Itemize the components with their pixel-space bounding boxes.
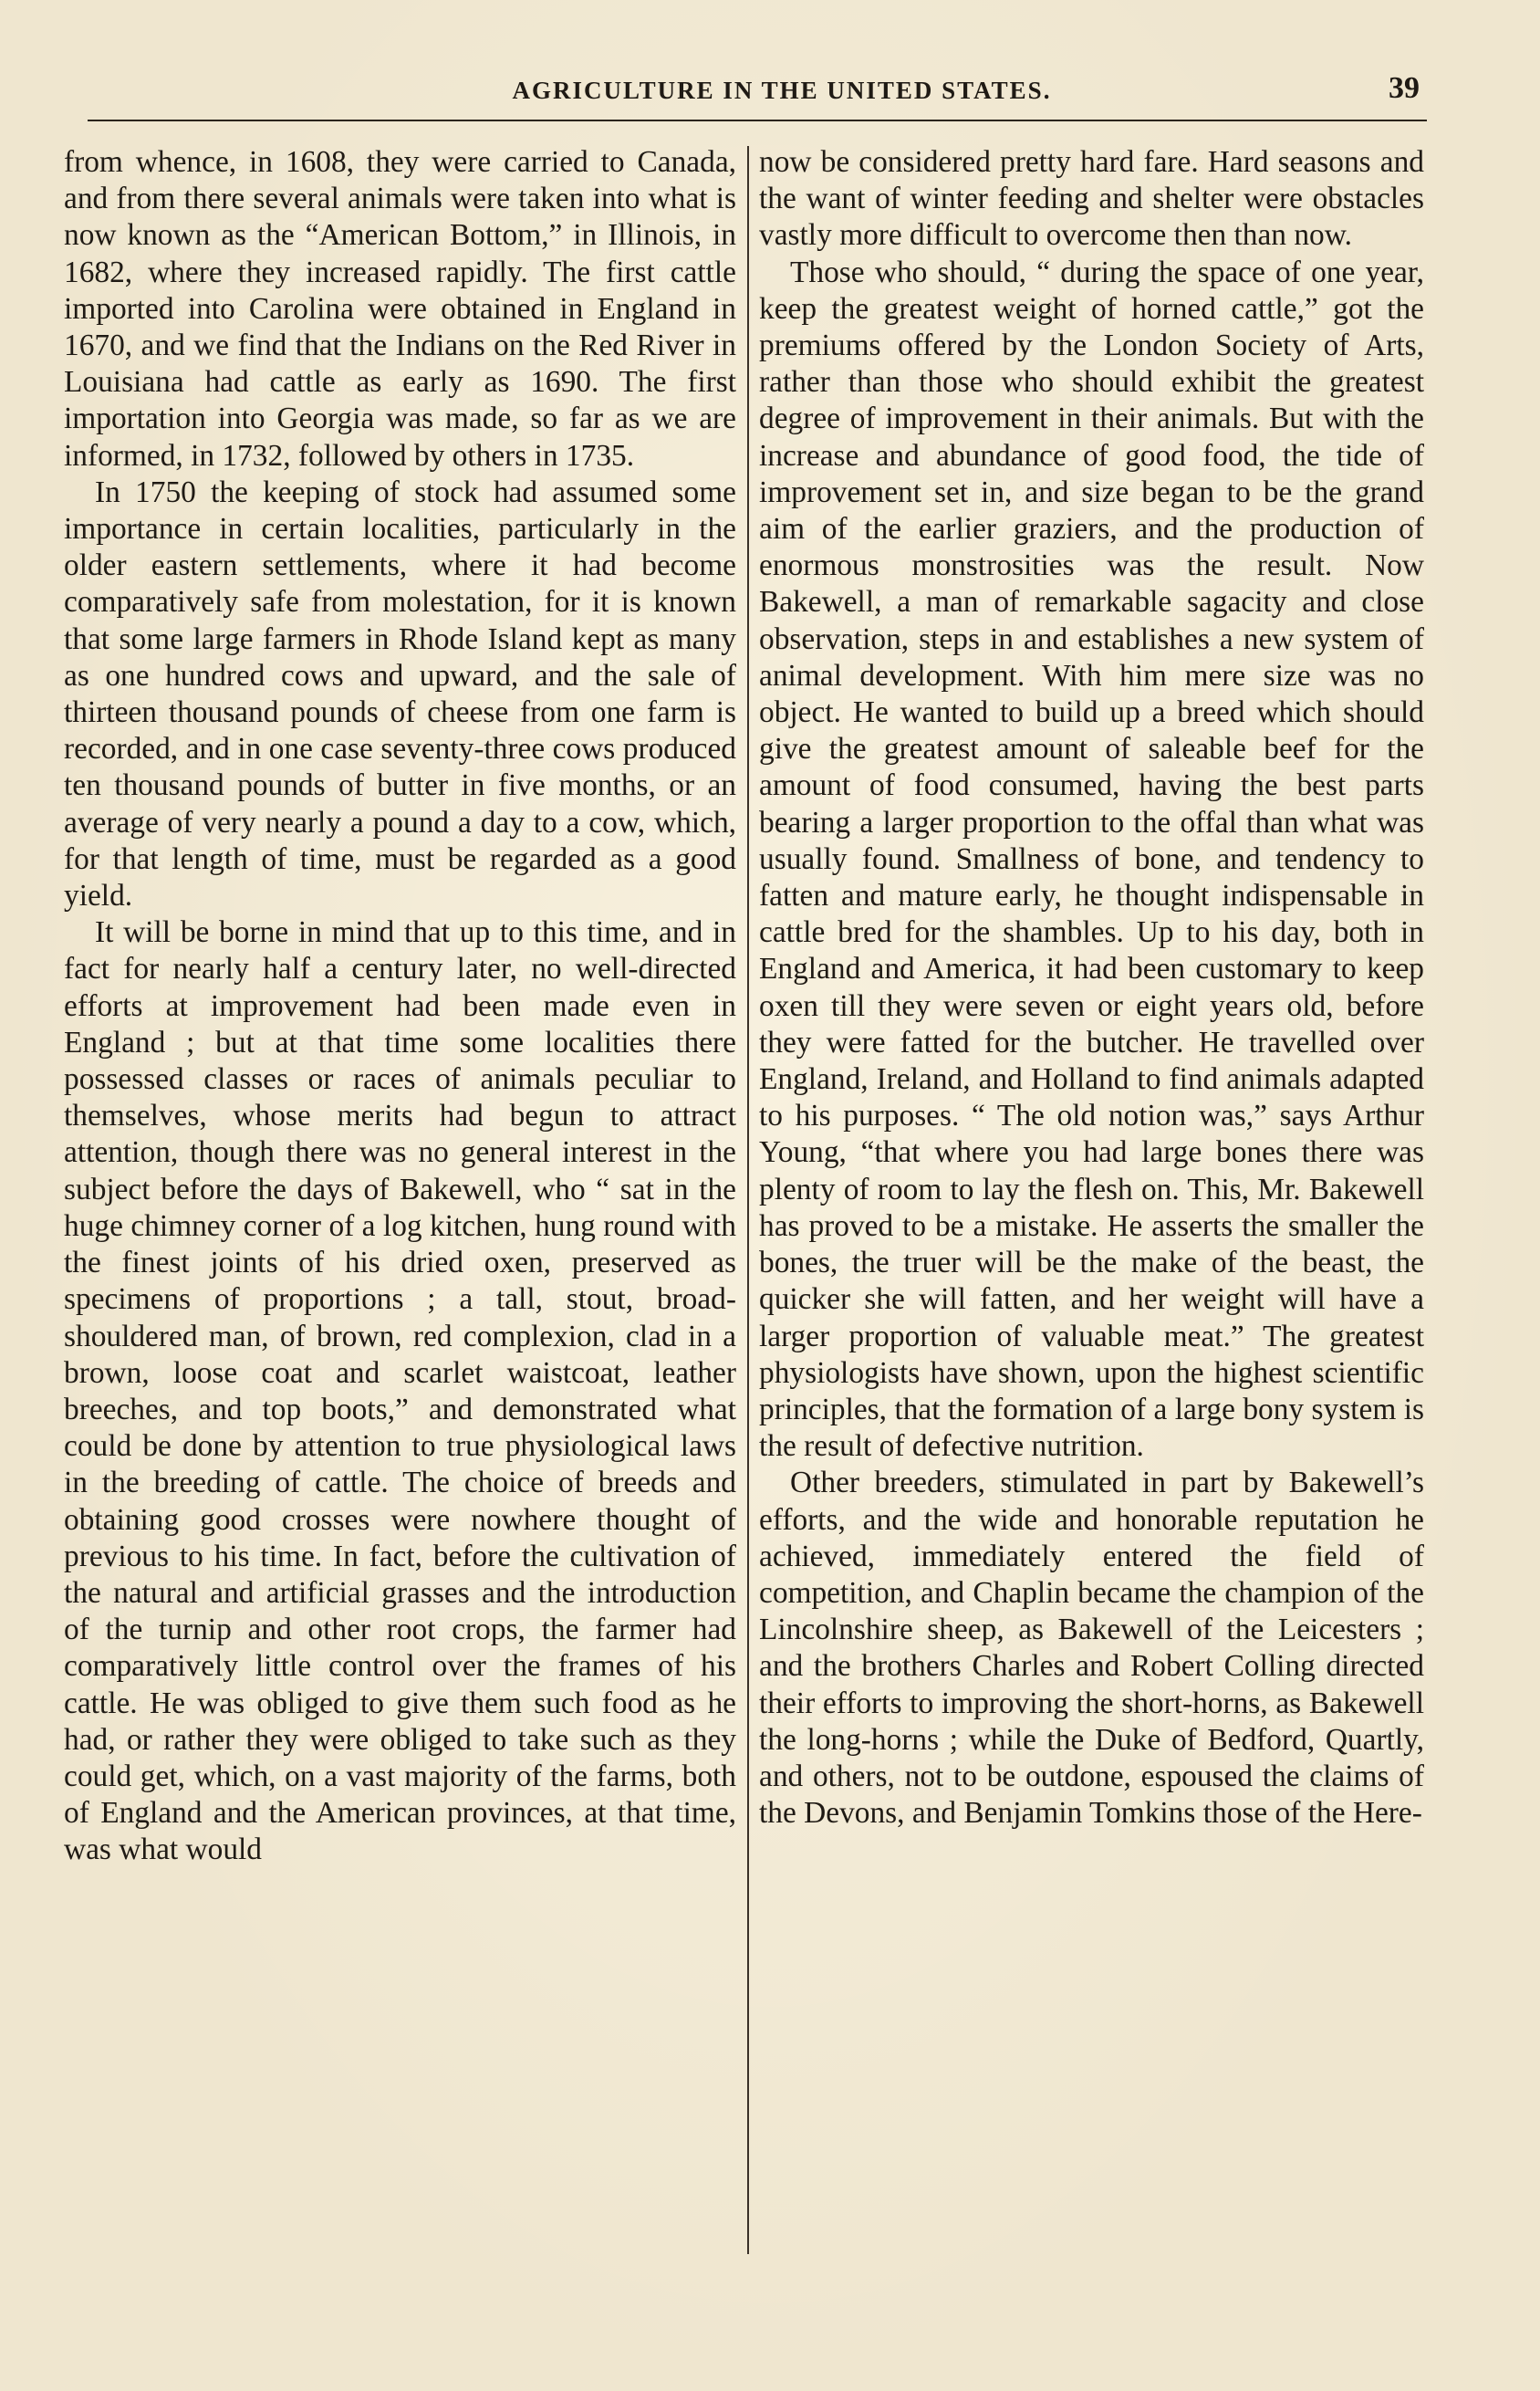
- running-head: [64, 71, 1427, 113]
- paragraph: It will be borne in mind that up to this time, and in fact for nearly half a century later, no well-directed efforts at improvement had been made even in England ; but at that time some localities there possessed classes or races of animals peculiar to themselves, whose merits had begun to attract attention, though there was no general interest in the subject before the days of Bakewell, who “ sat in the huge chimney corner of a log kitchen, hung round with the finest joints of his dried oxen, preserved as specimens of proportions ; a tall, stout, broad-shouldered man, of brown, red complexion, clad in a brown, loose coat and scarlet waistcoat, leather breeches, and top boots,” and demonstrated what could be done by attention to true physiological laws in the breeding of cattle. The choice of breeds and obtaining good crosses were nowhere thought of previous to his time. In fact, before the cultivation of the natural and artificial grasses and the introduction of the turnip and other root crops, the farmer had comparatively little control over the frames of his cattle. He was obliged to give them such food as he had, or rather they were obliged to take such as they could get, which, on a vast majority of the farms, both of England and the American provinces, at that time, was what would: [64, 915, 736, 1867]
- left-column: [64, 144, 736, 1869]
- paragraph: from whence, in 1608, they were carried to Canada, and from there several animals were taken into what is now known as the “American Bottom,” in Illinois, in 1682, where they increased rapidly. The first cattle imported into Carolina were obtained in England in 1670, and we find that the Indians on the Red River in Louisiana had cattle as early as 1690. The first importation into Georgia was made, so far as we are informed, in 1732, followed by others in 1735.: [64, 145, 736, 473]
- column-divider: [747, 146, 749, 2254]
- running-title: AGRICULTURE IN THE UNITED STATES.: [512, 77, 1052, 104]
- paragraph: Those who should, “ during the space of one year, keep the greatest weight of horned cattle,” got the premiums offered by the London Society of Arts, rather than those who should exhibit the greatest degree of improvement in their animals. But with the increase and abundance of good food, the tide of improvement set in, and size began to be the grand aim of the earlier graziers, and the production of enormous monstrosities was the result. Now Bakewell, a man of remarkable sagacity and close observation, steps in and establishes a new system of animal development. With him mere size was no object. He wanted to build up a breed which should give the greatest amount of saleable beef for the amount of food consumed, having the best parts bearing a larger proportion to the offal than what was usually found. Smallness of bone, and tendency to fatten and mature early, he thought indispensable in cattle bred for the shambles. Up to his day, both in England and America, it had been customary to keep oxen till they were seven or eight years old, before they were fatted for the butcher. He travelled over England, Ireland, and Holland to find animals adapted to his purposes. “ The old notion was,” says Arthur Young, “that where you had large bones there was plenty of room to lay the flesh on. This, Mr. Bakewell has proved to be a mistake. He asserts the smaller the bones, the truer will be the make of the beast, the quicker she will fatten, and her weight will have a larger proportion of valuable meat.” The greatest physiologists have shown, upon the highest scientific principles, that the formation of a large bony system is the result of defective nutrition.: [759, 255, 1424, 1464]
- page-number: 39: [1389, 71, 1420, 105]
- header-rule: [88, 120, 1427, 121]
- paragraph: In 1750 the keeping of stock had assumed some importance in certain localities, particularly in the older eastern settlements, where it had become comparatively safe from molestation, for it is known that some large farmers in Rhode Island kept as many as one hundred cows and upward, and the sale of thirteen thousand pounds of cheese from one farm is recorded, and in one case seventy-three cows produced ten thousand pounds of butter in five months, or an average of very nearly a pound a day to a cow, which, for that length of time, must be regarded as a good yield.: [64, 475, 736, 914]
- right-column: [759, 144, 1424, 1832]
- paragraph: Other breeders, stimulated in part by Bakewell’s efforts, and the wide and honorable reputation he achieved, immediately entered the field of competition, and Chaplin became the champion of the Lincolnshire sheep, as Bakewell of the Leicesters ; and the brothers Charles and Robert Colling directed their efforts to improving the short-horns, as Bakewell the long-horns ; while the Duke of Bedford, Quartly, and others, not to be outdone, espoused the claims of the Devons, and Benjamin Tomkins those of the Here-: [759, 1466, 1424, 1831]
- paragraph: now be considered pretty hard fare. Hard seasons and the want of winter feeding and shelter were obstacles vastly more difficult to overcome then than now.: [759, 145, 1424, 253]
